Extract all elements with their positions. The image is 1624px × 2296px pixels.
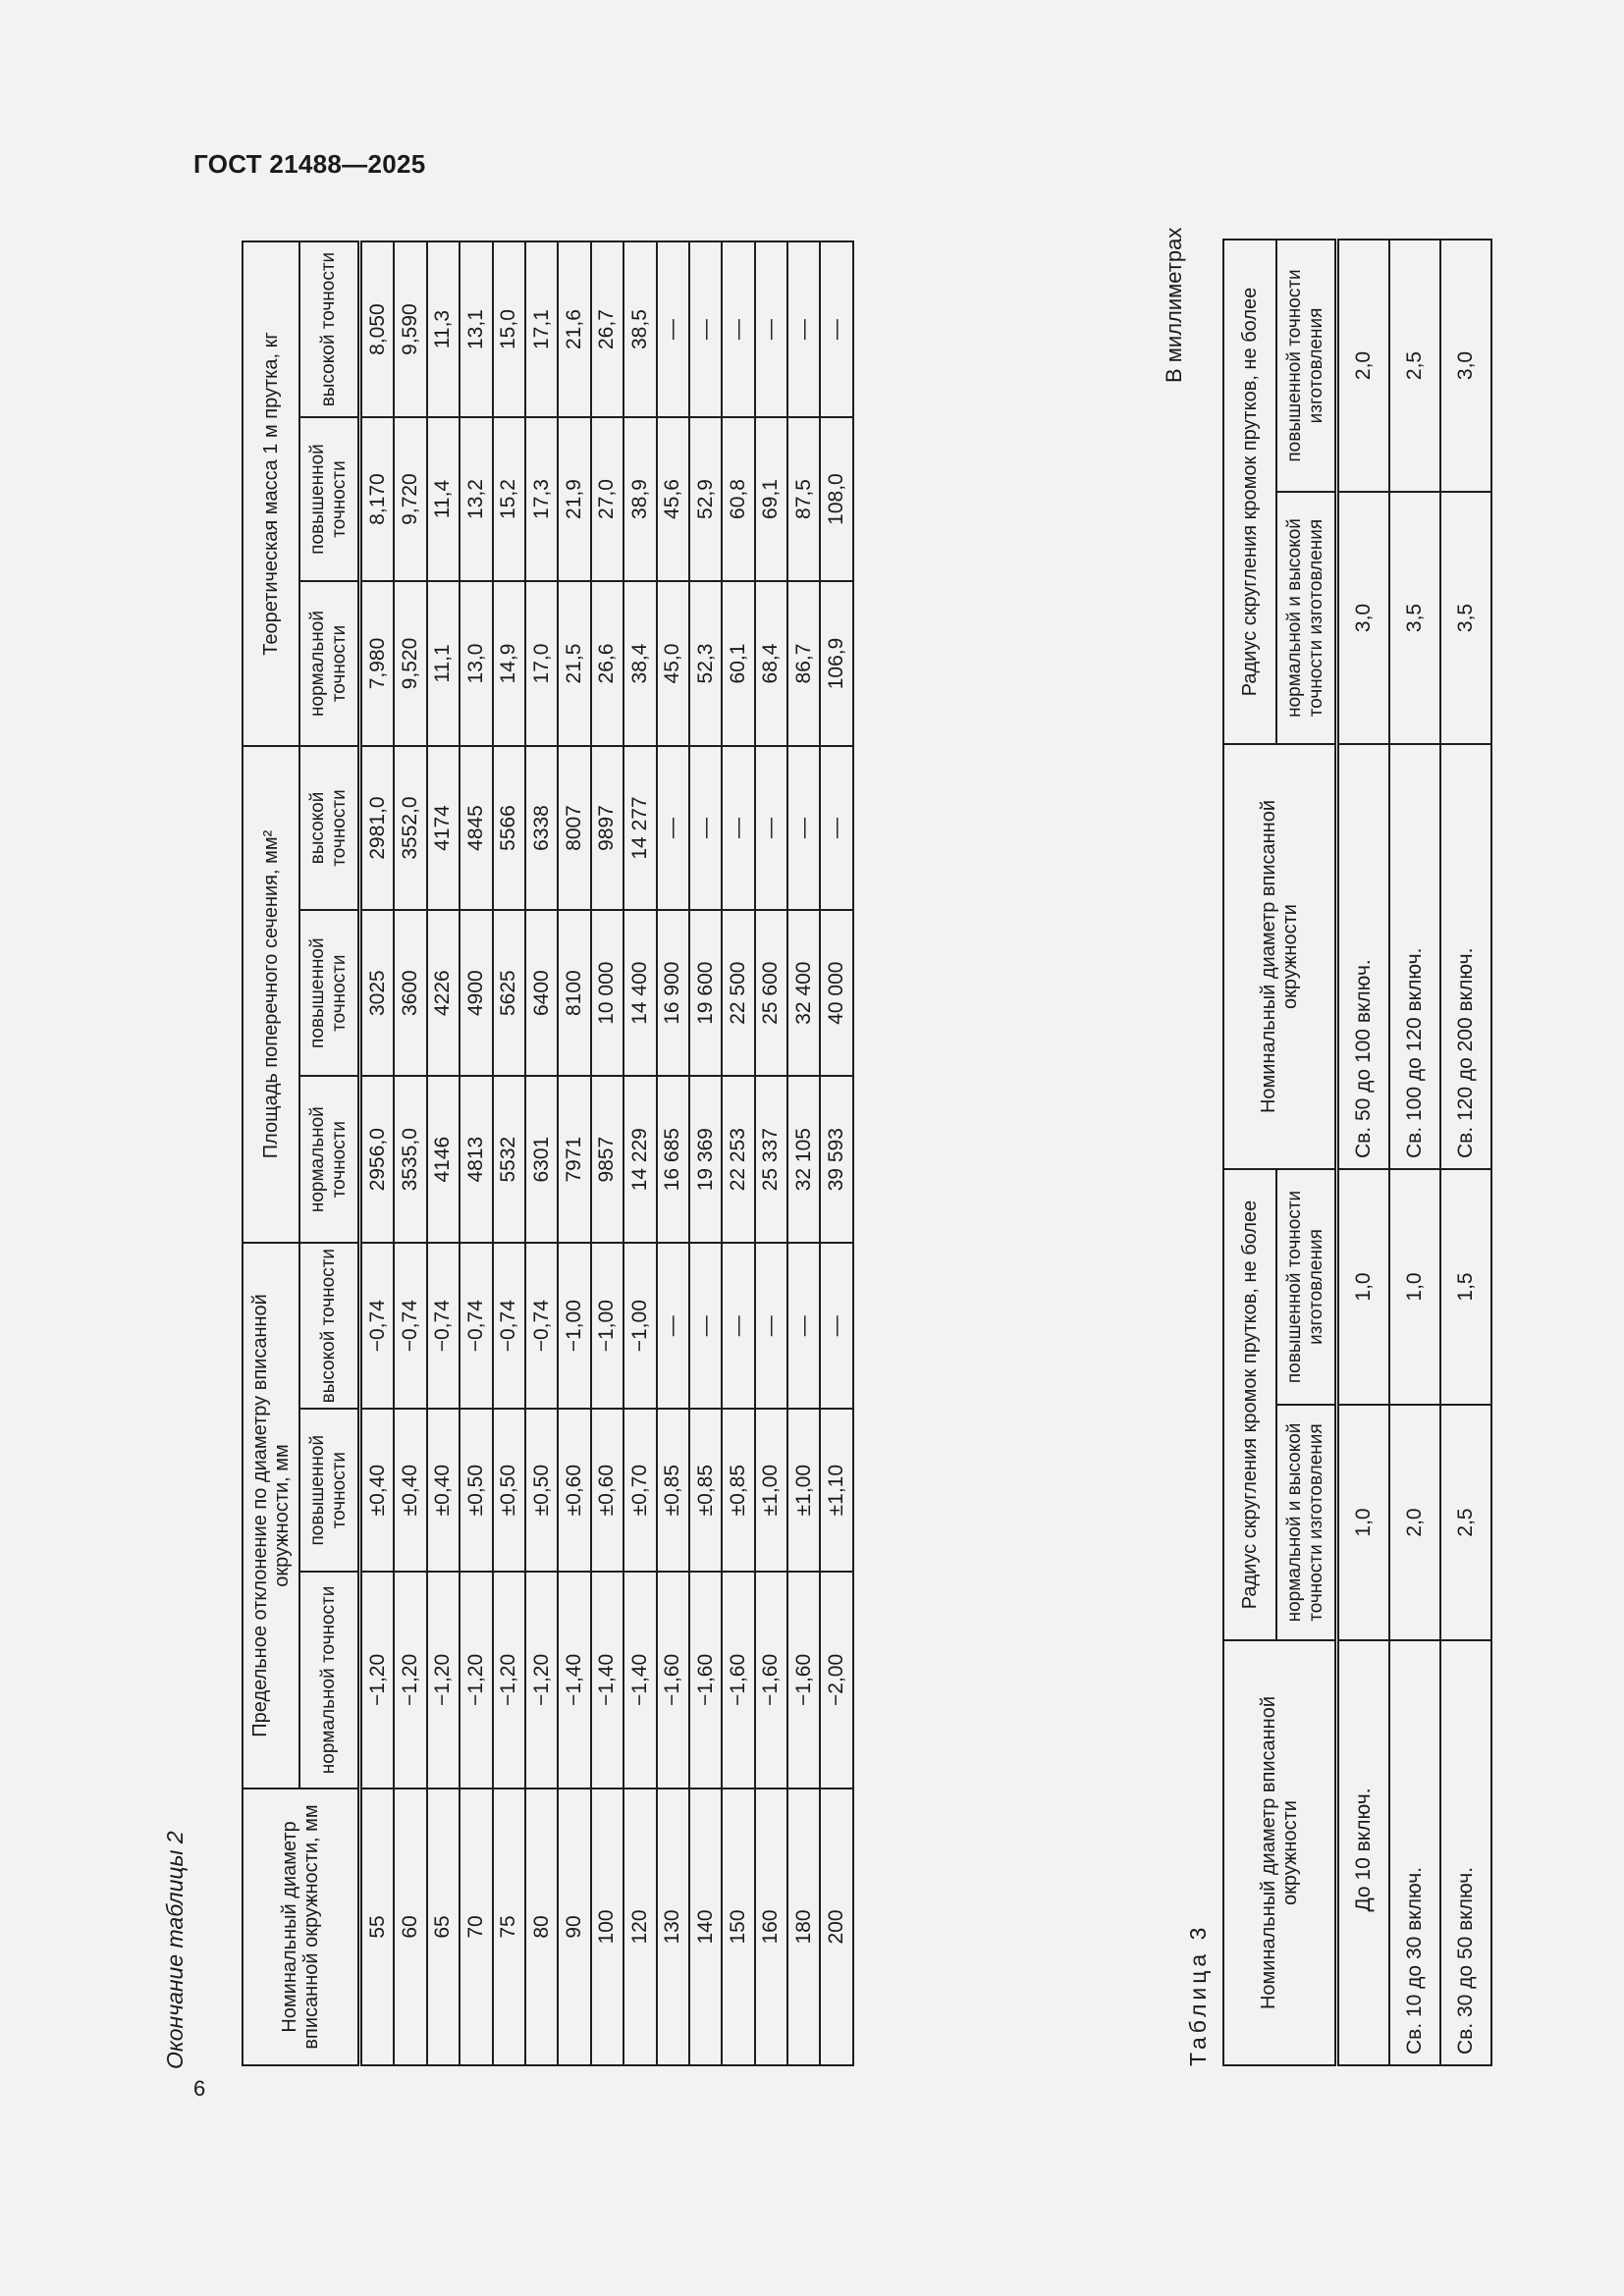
document-title: ГОСТ 21488—2025 <box>193 149 426 179</box>
t3-header-diameter-left: Номинальный диаметр вписанной окружности <box>1223 1640 1337 2065</box>
t3-cell-right-r-nh: 3,0 <box>1337 492 1390 744</box>
table2 <box>242 240 854 2066</box>
t3-cell-right-r-i: 2,5 <box>1389 240 1440 492</box>
cell-d: 90 <box>558 1789 590 2065</box>
cell-area-n: 4813 <box>460 1076 492 1243</box>
cell-dev-n: −1,20 <box>427 1572 460 1789</box>
cell-dev-h: −1,00 <box>591 1243 623 1410</box>
cell-dev-n: −1,60 <box>657 1572 689 1789</box>
cell-d: 70 <box>460 1789 492 2065</box>
cell-d: 140 <box>689 1789 722 2065</box>
cell-area-h: — <box>657 746 689 910</box>
table2-body <box>360 241 853 2065</box>
t3-header-radius-right: Радиус скругления кромок прутков, не более <box>1223 240 1276 744</box>
cell-mass-i: 52,9 <box>689 417 722 581</box>
cell-area-i: 8100 <box>558 910 590 1077</box>
header-dev-normal: нормальной точности <box>299 1572 360 1789</box>
t3-header-normal-high-right: нормальной и высокой точности изготовления <box>1276 492 1337 744</box>
cell-mass-n: 106,9 <box>820 581 852 746</box>
t3-cell-left-r-nh: 1,0 <box>1337 1405 1390 1640</box>
header-area-normal: нормальной точности <box>299 1076 360 1243</box>
cell-area-i: 3600 <box>394 910 426 1077</box>
cell-mass-i: 9,720 <box>394 417 426 581</box>
cell-area-n: 32 105 <box>787 1076 820 1243</box>
cell-dev-h: −0,74 <box>360 1243 395 1410</box>
cell-area-h: — <box>689 746 722 910</box>
t3-cell-left-d: До 10 включ. <box>1337 1640 1390 2065</box>
t3-cell-right-r-nh: 3,5 <box>1440 492 1491 744</box>
table-row <box>657 241 689 2065</box>
table-row <box>525 241 558 2065</box>
cell-d: 120 <box>623 1789 656 2065</box>
table-row <box>460 241 492 2065</box>
cell-area-n: 22 253 <box>722 1076 754 1243</box>
t3-cell-right-r-nh: 3,5 <box>1389 492 1440 744</box>
cell-d: 130 <box>657 1789 689 2065</box>
cell-area-i: 19 600 <box>689 910 722 1077</box>
cell-dev-i: ±0,60 <box>558 1409 590 1571</box>
cell-dev-n: −1,20 <box>493 1572 525 1789</box>
cell-dev-i: ±0,85 <box>657 1409 689 1571</box>
header-dev-increased: повышенной точности <box>299 1409 360 1571</box>
cell-mass-n: 45,0 <box>657 581 689 746</box>
cell-mass-i: 13,2 <box>460 417 492 581</box>
cell-d: 180 <box>787 1789 820 2065</box>
t3-cell-right-d: Св. 50 до 100 включ. <box>1337 744 1390 1169</box>
cell-mass-h: — <box>787 241 820 417</box>
cell-mass-n: 26,6 <box>591 581 623 746</box>
cell-dev-h: — <box>689 1243 722 1410</box>
cell-area-i: 40 000 <box>820 910 852 1077</box>
cell-dev-i: ±0,50 <box>460 1409 492 1571</box>
cell-area-i: 22 500 <box>722 910 754 1077</box>
cell-area-i: 4226 <box>427 910 460 1077</box>
page-number: 6 <box>193 2076 206 2101</box>
cell-d: 60 <box>394 1789 426 2065</box>
cell-area-n: 2956,0 <box>360 1076 395 1243</box>
cell-d: 100 <box>591 1789 623 2065</box>
header-mass-high: высокой точности <box>299 241 360 417</box>
cell-dev-h: −1,00 <box>558 1243 590 1410</box>
t3-cell-right-d: Св. 100 до 120 включ. <box>1389 744 1440 1169</box>
cell-mass-i: 8,170 <box>360 417 395 581</box>
cell-mass-i: 11,4 <box>427 417 460 581</box>
table-row <box>787 241 820 2065</box>
cell-area-h: 5566 <box>493 746 525 910</box>
header-dev-high: высокой точности <box>299 1243 360 1410</box>
table-row <box>689 241 722 2065</box>
table-row <box>755 241 787 2065</box>
cell-mass-h: 11,3 <box>427 241 460 417</box>
cell-area-i: 5625 <box>493 910 525 1077</box>
cell-dev-i: ±0,60 <box>591 1409 623 1571</box>
cell-dev-h: — <box>722 1243 754 1410</box>
cell-dev-n: −1,20 <box>525 1572 558 1789</box>
cell-mass-n: 9,520 <box>394 581 426 746</box>
cell-dev-n: −1,20 <box>360 1572 395 1789</box>
cell-mass-i: 60,8 <box>722 417 754 581</box>
cell-mass-n: 14,9 <box>493 581 525 746</box>
cell-area-n: 7971 <box>558 1076 590 1243</box>
cell-dev-n: −1,20 <box>460 1572 492 1789</box>
cell-dev-n: −1,20 <box>394 1572 426 1789</box>
cell-mass-n: 38,4 <box>623 581 656 746</box>
table-row <box>360 241 395 2065</box>
cell-mass-n: 60,1 <box>722 581 754 746</box>
cell-area-h: 2981,0 <box>360 746 395 910</box>
table3-body <box>1337 240 1492 2065</box>
t3-header-normal-high-left: нормальной и высокой точности изготовления <box>1276 1405 1337 1640</box>
cell-area-h: — <box>755 746 787 910</box>
cell-mass-h: — <box>755 241 787 417</box>
cell-area-h: 4845 <box>460 746 492 910</box>
cell-mass-i: 87,5 <box>787 417 820 581</box>
header-mass-increased: повышенной точности <box>299 417 360 581</box>
cell-mass-n: 13,0 <box>460 581 492 746</box>
cell-mass-i: 27,0 <box>591 417 623 581</box>
cell-mass-h: 9,590 <box>394 241 426 417</box>
cell-dev-n: −1,60 <box>755 1572 787 1789</box>
t3-cell-left-d: Св. 10 до 30 включ. <box>1389 1640 1440 2065</box>
cell-dev-i: ±1,00 <box>787 1409 820 1571</box>
cell-area-n: 6301 <box>525 1076 558 1243</box>
cell-dev-h: — <box>657 1243 689 1410</box>
cell-dev-h: — <box>787 1243 820 1410</box>
cell-area-i: 16 900 <box>657 910 689 1077</box>
cell-dev-i: ±0,50 <box>493 1409 525 1571</box>
t3-header-diameter-right: Номинальный диаметр вписанной окружности <box>1223 744 1337 1169</box>
table3-caption: Таблица 3 <box>1185 1923 1211 2066</box>
cell-mass-n: 11,1 <box>427 581 460 746</box>
cell-mass-h: 21,6 <box>558 241 590 417</box>
cell-dev-i: ±0,40 <box>427 1409 460 1571</box>
table2-caption: Окончание таблицы 2 <box>162 1831 188 2069</box>
table-row <box>722 241 754 2065</box>
table-row <box>394 241 426 2065</box>
cell-dev-i: ±0,85 <box>722 1409 754 1571</box>
cell-area-h: — <box>820 746 852 910</box>
t3-header-increased-left: повышенной точности изготовления <box>1276 1169 1337 1405</box>
cell-dev-i: ±0,50 <box>525 1409 558 1571</box>
cell-mass-h: 17,1 <box>525 241 558 417</box>
cell-area-h: — <box>787 746 820 910</box>
t3-cell-left-r-nh: 2,5 <box>1440 1405 1491 1640</box>
cell-area-n: 19 369 <box>689 1076 722 1243</box>
cell-dev-n: −1,40 <box>558 1572 590 1789</box>
cell-area-i: 14 400 <box>623 910 656 1077</box>
cell-mass-i: 45,6 <box>657 417 689 581</box>
table-row <box>1389 240 1440 2065</box>
cell-area-n: 14 229 <box>623 1076 656 1243</box>
cell-dev-i: ±0,70 <box>623 1409 656 1571</box>
cell-area-n: 39 593 <box>820 1076 852 1243</box>
header-mass-normal: нормальной точности <box>299 581 360 746</box>
table-row <box>493 241 525 2065</box>
cell-dev-h: — <box>755 1243 787 1410</box>
cell-mass-h: — <box>689 241 722 417</box>
cell-mass-h: — <box>657 241 689 417</box>
cell-d: 80 <box>525 1789 558 2065</box>
header-area-group: Площадь поперечного сечения, мм² <box>243 746 299 1243</box>
t3-header-radius-left: Радиус скругления кромок прутков, не более <box>1223 1169 1276 1640</box>
cell-dev-i: ±0,40 <box>394 1409 426 1571</box>
cell-dev-h: — <box>820 1243 852 1410</box>
cell-d: 75 <box>493 1789 525 2065</box>
cell-area-h: 3552,0 <box>394 746 426 910</box>
cell-area-h: — <box>722 746 754 910</box>
t3-cell-left-r-i: 1,0 <box>1389 1169 1440 1405</box>
cell-dev-i: ±1,00 <box>755 1409 787 1571</box>
cell-dev-h: −0,74 <box>493 1243 525 1410</box>
cell-mass-n: 52,3 <box>689 581 722 746</box>
t3-cell-right-r-i: 2,0 <box>1337 240 1390 492</box>
header-diameter: Номинальный диаметр вписанной окружности, мм <box>243 1789 360 2065</box>
t3-cell-left-r-nh: 2,0 <box>1389 1405 1440 1640</box>
table-row <box>623 241 656 2065</box>
cell-mass-h: 8,050 <box>360 241 395 417</box>
cell-area-i: 32 400 <box>787 910 820 1077</box>
t3-cell-left-r-i: 1,0 <box>1337 1169 1390 1405</box>
cell-mass-i: 38,9 <box>623 417 656 581</box>
cell-area-i: 4900 <box>460 910 492 1077</box>
cell-mass-n: 68,4 <box>755 581 787 746</box>
cell-mass-i: 69,1 <box>755 417 787 581</box>
t3-cell-left-d: Св. 30 до 50 включ. <box>1440 1640 1491 2065</box>
cell-dev-h: −0,74 <box>525 1243 558 1410</box>
cell-mass-i: 17,3 <box>525 417 558 581</box>
cell-area-n: 5532 <box>493 1076 525 1243</box>
cell-area-h: 4174 <box>427 746 460 910</box>
table-row <box>1337 240 1390 2065</box>
header-mass-group: Теоретическая масса 1 м прутка, кг <box>243 241 299 746</box>
cell-area-i: 6400 <box>525 910 558 1077</box>
header-area-increased: повышенной точности <box>299 910 360 1077</box>
header-deviation-group: Предельное отклонение по диаметру вписанной окружности, мм <box>243 1243 299 1789</box>
cell-dev-h: −0,74 <box>460 1243 492 1410</box>
cell-dev-h: −0,74 <box>427 1243 460 1410</box>
cell-mass-i: 15,2 <box>493 417 525 581</box>
cell-area-i: 10 000 <box>591 910 623 1077</box>
table-row <box>820 241 852 2065</box>
cell-mass-n: 17,0 <box>525 581 558 746</box>
cell-dev-n: −1,60 <box>787 1572 820 1789</box>
cell-area-i: 3025 <box>360 910 395 1077</box>
cell-area-n: 25 337 <box>755 1076 787 1243</box>
cell-dev-n: −1,40 <box>591 1572 623 1789</box>
cell-dev-n: −2,00 <box>820 1572 852 1789</box>
cell-area-h: 14 277 <box>623 746 656 910</box>
cell-mass-h: 26,7 <box>591 241 623 417</box>
cell-mass-i: 21,9 <box>558 417 590 581</box>
cell-dev-n: −1,60 <box>689 1572 722 1789</box>
cell-mass-h: 38,5 <box>623 241 656 417</box>
table3-unit-note: В миллиметрах <box>1162 227 1186 383</box>
cell-mass-n: 86,7 <box>787 581 820 746</box>
cell-mass-h: 13,1 <box>460 241 492 417</box>
cell-d: 160 <box>755 1789 787 2065</box>
cell-dev-i: ±0,40 <box>360 1409 395 1571</box>
cell-mass-h: 15,0 <box>493 241 525 417</box>
cell-mass-h: — <box>722 241 754 417</box>
cell-d: 150 <box>722 1789 754 2065</box>
t3-cell-right-r-i: 3,0 <box>1440 240 1491 492</box>
t3-cell-right-d: Св. 120 до 200 включ. <box>1440 744 1491 1169</box>
cell-mass-n: 21,5 <box>558 581 590 746</box>
t3-cell-left-r-i: 1,5 <box>1440 1169 1491 1405</box>
rotated-page-content <box>162 206 1556 2071</box>
cell-dev-i: ±1,10 <box>820 1409 852 1571</box>
cell-area-h: 6338 <box>525 746 558 910</box>
table-row <box>1440 240 1491 2065</box>
table-row <box>591 241 623 2065</box>
cell-dev-n: −1,40 <box>623 1572 656 1789</box>
cell-d: 55 <box>360 1789 395 2065</box>
cell-area-i: 25 600 <box>755 910 787 1077</box>
cell-area-n: 3535,0 <box>394 1076 426 1243</box>
cell-mass-i: 108,0 <box>820 417 852 581</box>
cell-dev-i: ±0,85 <box>689 1409 722 1571</box>
cell-dev-h: −0,74 <box>394 1243 426 1410</box>
table-row <box>427 241 460 2065</box>
cell-dev-h: −1,00 <box>623 1243 656 1410</box>
t3-header-increased-right: повышенной точности изготовления <box>1276 240 1337 492</box>
cell-area-h: 9897 <box>591 746 623 910</box>
cell-area-n: 4146 <box>427 1076 460 1243</box>
cell-area-n: 16 685 <box>657 1076 689 1243</box>
table3 <box>1222 239 1492 2066</box>
table-row <box>558 241 590 2065</box>
cell-area-n: 9857 <box>591 1076 623 1243</box>
cell-area-h: 8007 <box>558 746 590 910</box>
header-area-high: высокой точности <box>299 746 360 910</box>
cell-d: 65 <box>427 1789 460 2065</box>
cell-mass-n: 7,980 <box>360 581 395 746</box>
cell-mass-h: — <box>820 241 852 417</box>
cell-d: 200 <box>820 1789 852 2065</box>
cell-dev-n: −1,60 <box>722 1572 754 1789</box>
